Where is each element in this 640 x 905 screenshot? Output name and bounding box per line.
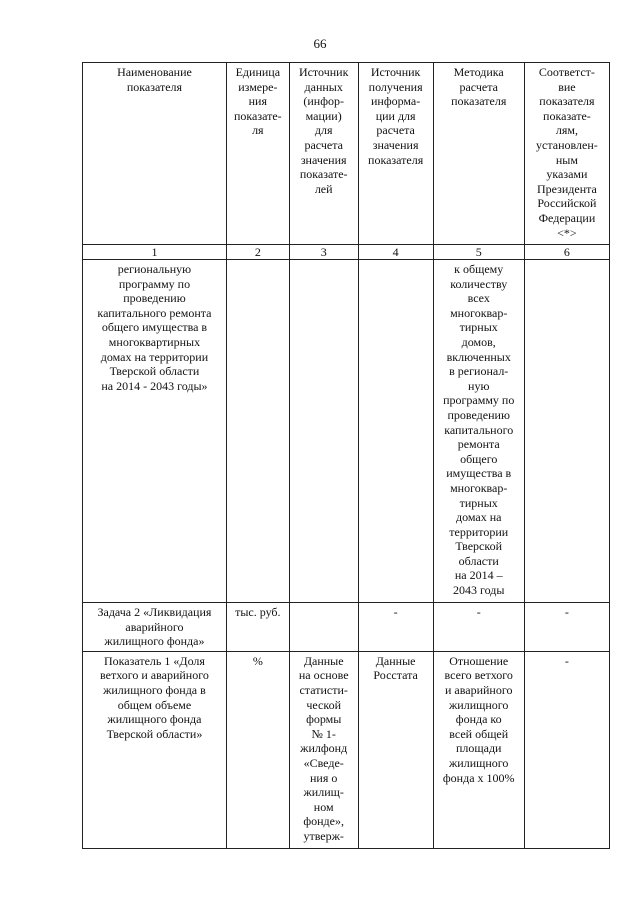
cell-data-source [289, 260, 358, 603]
column-number: 1 [83, 245, 227, 260]
cell-calc-method: - [433, 603, 524, 652]
cell-info-source: Данные Росстата [358, 651, 433, 848]
header-calc-method: Методика расчета показателя [433, 63, 524, 245]
cell-data-source [289, 603, 358, 652]
page-number: 66 [313, 36, 327, 51]
column-number: 3 [289, 245, 358, 260]
indicator-table [82, 62, 610, 849]
header-info-source: Источник получения информа- ции для расчета значения показателя [358, 63, 433, 245]
column-number: 2 [226, 245, 289, 260]
cell-unit: % [226, 651, 289, 848]
cell-indicator-name: Задача 2 «Ликвидация аварийного жилищного фонда» [83, 603, 227, 652]
table-row-indicator-1 [83, 651, 610, 848]
cell-calc-method: к общему количеству всех многоквар- тирных домов, включенных в регионал- ную программу по проведению капитального ремонта общего имущества в многоквар- тирных домах на территории Тверской области на 2014 – 2043 годы [433, 260, 524, 603]
cell-presidential-decrees: - [524, 651, 609, 848]
cell-data-source: Данные на основе статисти- ческой формы № 1- жилфонд «Сведе- ния о жилищ- ном фонде», утверж- [289, 651, 358, 848]
cell-calc-method: Отношение всего ветхого и аварийного жилищного фонда ко всей общей площади жилищного фонда х 100% [433, 651, 524, 848]
header-indicator-name: Наименование показателя [83, 63, 227, 245]
column-number-row [83, 245, 610, 260]
table-header-row [83, 63, 610, 245]
cell-unit [226, 260, 289, 603]
cell-unit: тыс. руб. [226, 603, 289, 652]
cell-info-source: - [358, 603, 433, 652]
cell-info-source [358, 260, 433, 603]
column-number: 4 [358, 245, 433, 260]
cell-presidential-decrees: - [524, 603, 609, 652]
header-presidential-decrees: Соответст- вие показателя показате- лям, установлен- ным указами Президента Российской Федерации <*> [524, 63, 609, 245]
cell-indicator-name: Показатель 1 «Доля ветхого и аварийного жилищного фонда в общем объеме жилищного фонда Тверской области» [83, 651, 227, 848]
column-number: 5 [433, 245, 524, 260]
table-row-task-2 [83, 603, 610, 652]
header-unit: Единица измере- ния показате- ля [226, 63, 289, 245]
cell-indicator-name: региональную программу по проведению капитального ремонта общего имущества в многоквартирных домах на территории Тверской области на 2014 - 2043 годы» [83, 260, 227, 603]
cell-presidential-decrees [524, 260, 609, 603]
column-number: 6 [524, 245, 609, 260]
table-row-continuation [83, 260, 610, 603]
header-data-source: Источник данных (инфор- мации) для расчета значения показате- лей [289, 63, 358, 245]
